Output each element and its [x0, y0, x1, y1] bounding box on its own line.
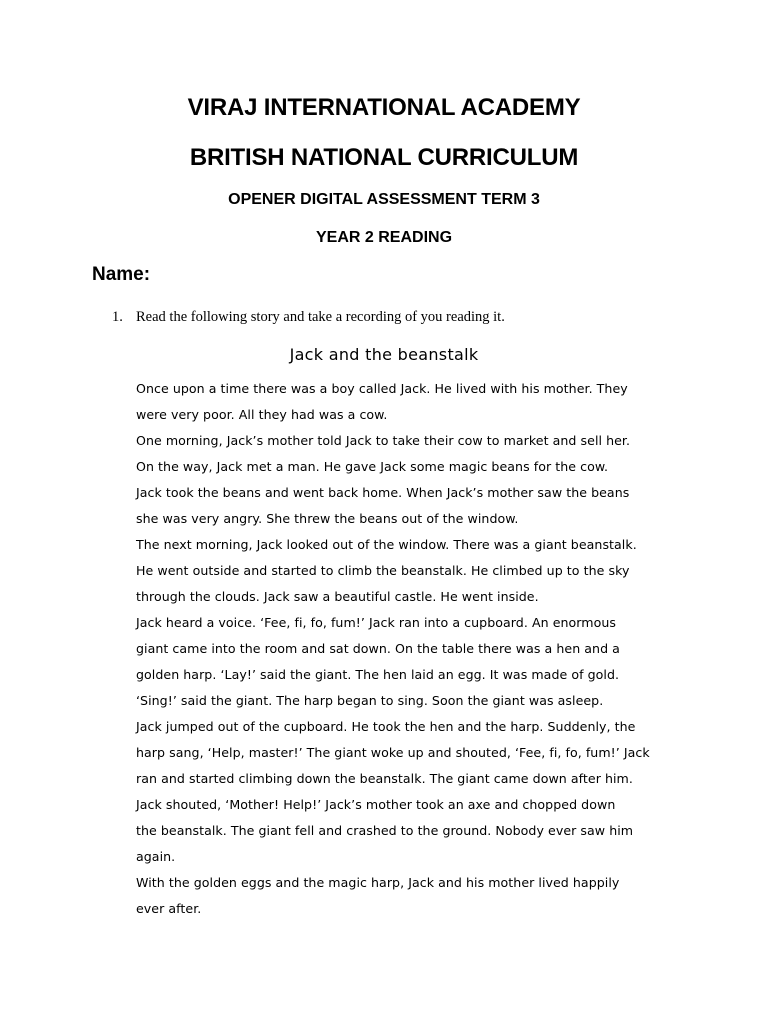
school-name-heading: VIRAJ INTERNATIONAL ACADEMY [187, 94, 581, 121]
story-line: Jack shouted, ‘Mother! Help!’ Jack’s mother took an axe and chopped down [136, 797, 616, 812]
story-line: ran and started climbing down the beanstalk. The giant came down after him. [136, 771, 633, 786]
story-line: Once upon a time there was a boy called Jack. He lived with his mother. They [136, 381, 628, 396]
instruction-text: Read the following story and take a recording of you reading it. [136, 309, 505, 325]
story-line: ‘Sing!’ said the giant. The harp began to sing. Soon the giant was asleep. [136, 693, 604, 708]
story-line: One morning, Jack’s mother told Jack to take their cow to market and sell her. [136, 433, 631, 448]
story-line: harp sang, ‘Help, master!’ The giant woke up and shouted, ‘Fee, fi, fo, fum!’ Jack [136, 745, 650, 760]
assessment-heading: OPENER DIGITAL ASSESSMENT TERM 3 [228, 191, 540, 208]
year-heading: YEAR 2 READING [315, 229, 453, 246]
story-line: ever after. [136, 901, 202, 916]
story-line: With the golden eggs and the magic harp, Jack and his mother lived happily [136, 875, 620, 890]
story-line: Jack took the beans and went back home. When Jack’s mother saw the beans [136, 485, 630, 500]
instruction-number: 1. [112, 309, 123, 325]
story-line: Jack heard a voice. ‘Fee, fi, fo, fum!’ Jack ran into a cupboard. An enormous [136, 615, 617, 630]
story-line: golden harp. ‘Lay!’ said the giant. The hen laid an egg. It was made of gold. [136, 667, 620, 682]
story-line: the beanstalk. The giant fell and crashed to the ground. Nobody ever saw him [136, 823, 634, 838]
story-text [136, 376, 716, 922]
story-line: she was very angry. She threw the beans out of the window. [136, 511, 519, 526]
curriculum-heading: BRITISH NATIONAL CURRICULUM [189, 144, 579, 171]
story-title: Jack and the beanstalk [289, 345, 479, 364]
story-line: again. [136, 849, 176, 864]
story-line: through the clouds. Jack saw a beautiful castle. He went inside. [136, 589, 539, 604]
name-label: Name: [92, 264, 151, 285]
story-line: On the way, Jack met a man. He gave Jack some magic beans for the cow. [136, 459, 609, 474]
story-line: Jack jumped out of the cupboard. He took the hen and the harp. Suddenly, the [136, 719, 636, 734]
story-line: were very poor. All they had was a cow. [136, 407, 388, 422]
instruction-item [112, 309, 505, 326]
story-line: giant came into the room and sat down. On the table there was a hen and a [136, 641, 620, 656]
story-line: He went outside and started to climb the beanstalk. He climbed up to the sky [136, 563, 630, 578]
story-line: The next morning, Jack looked out of the window. There was a giant beanstalk. [136, 537, 637, 552]
